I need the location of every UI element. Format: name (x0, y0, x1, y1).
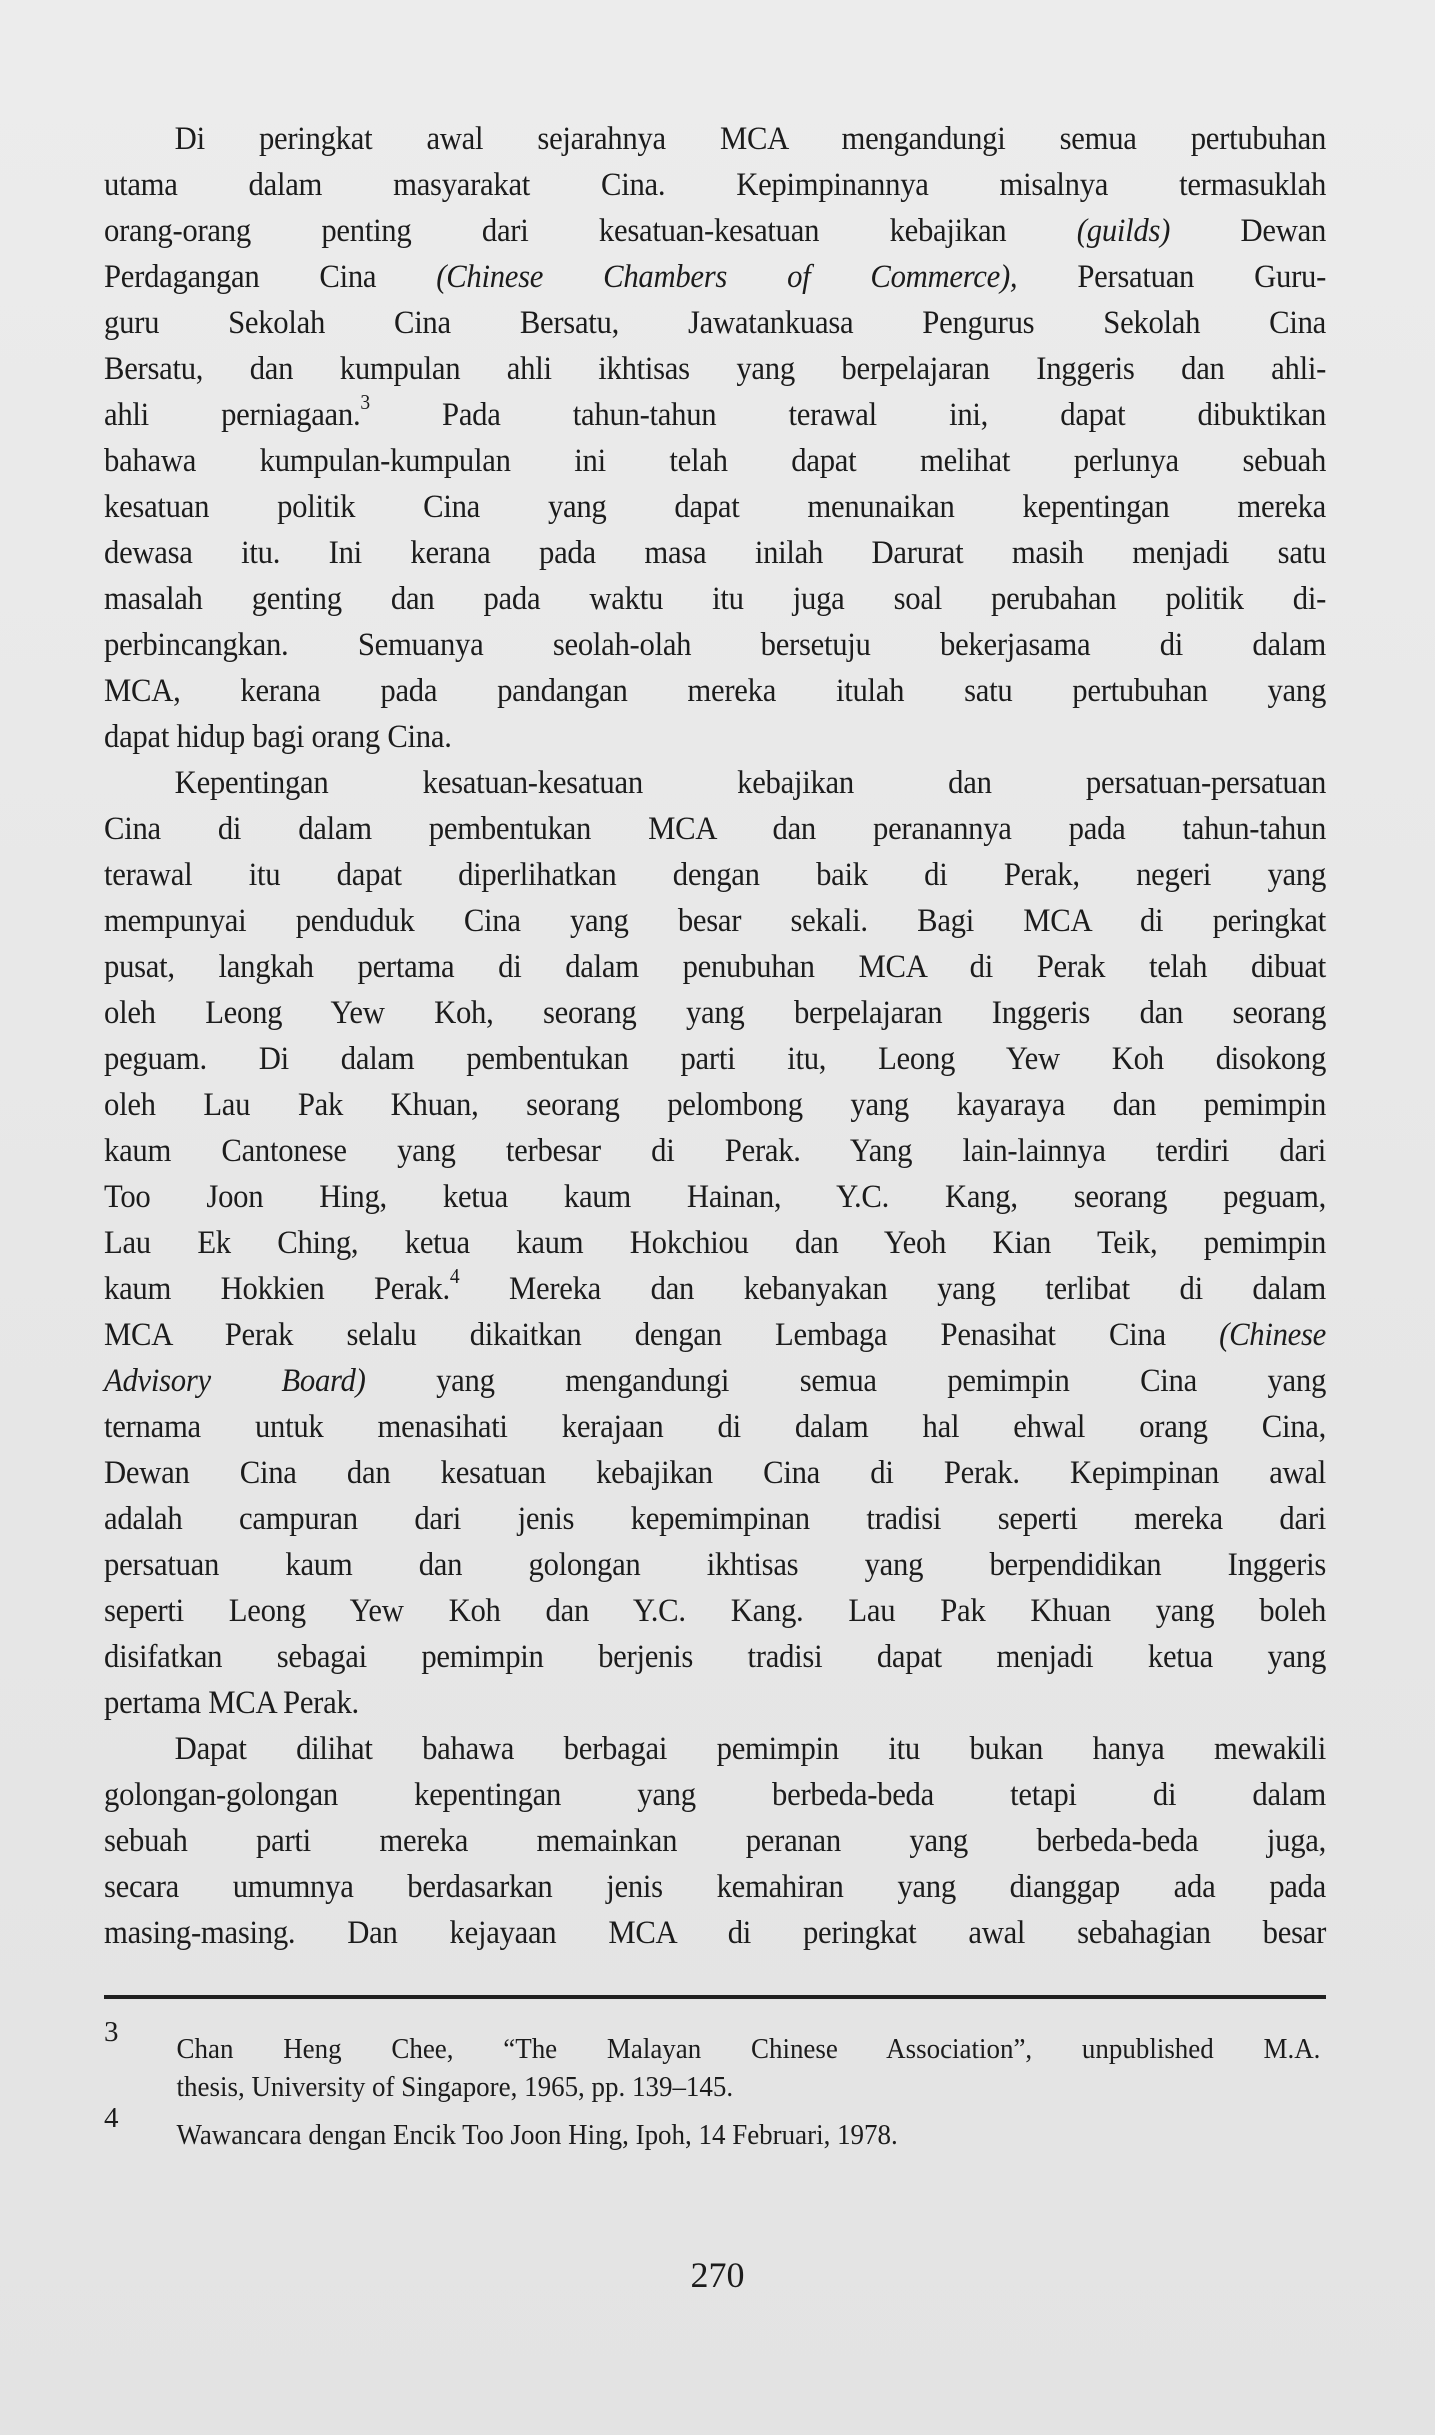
text-line: bahawa kumpulan-kumpulan ini telah dapat melihat perlunya sebuah (104, 443, 1327, 479)
text-line: adalah campuran dari jenis kepemimpinan tradisi seperti mereka dari (104, 1501, 1327, 1537)
text-line: masalah genting dan pada waktu itu juga soal perubahan politik di- (104, 581, 1327, 617)
text-line: MCA, kerana pada pandangan mereka itulah satu pertubuhan yang (104, 673, 1327, 709)
italic-term: Advisory Board) (104, 1363, 366, 1399)
text-line: kaum Cantonese yang terbesar di Perak. Yang lain-lainnya terdiri dari (104, 1133, 1327, 1169)
text-line: Lau Ek Ching, ketua kaum Hokchiou dan Yeoh Kian Teik, pemimpin (104, 1225, 1327, 1261)
text-line: peguam. Di dalam pembentukan parti itu, Leong Yew Koh disokong (104, 1041, 1327, 1077)
text-line: kaum Hokkien Perak.$^4$ Mereka dan kebanyakan yang terlibat di dalam (104, 1264, 1327, 1307)
body-text (104, 116, 1326, 1956)
footnote (104, 2016, 1326, 2106)
text-line: pertama MCA Perak. (104, 1685, 359, 1721)
footnote-reference[interactable]: 4 (449, 1264, 460, 1288)
text-line: disifatkan sebagai pemimpin berjenis tradisi dapat menjadi ketua yang (104, 1639, 1327, 1675)
italic-term: (Chinese Chambers of Commerce), (436, 259, 1018, 295)
text-line: Advisory Board) yang mengandungi semua pemimpin Cina yang (104, 1363, 1327, 1399)
text-line: persatuan kaum dan golongan ikhtisas yang berpendidikan Inggeris (104, 1547, 1327, 1583)
paragraph (104, 760, 1326, 1726)
text-line: Di peringkat awal sejarahnya MCA mengandungi semua pertubuhan (174, 121, 1327, 157)
text-line: orang-orang penting dari kesatuan-kesatuan kebajikan (guilds) Dewan (104, 213, 1327, 249)
text-line: terawal itu dapat diperlihatkan dengan baik di Perak, negeri yang (104, 857, 1327, 893)
text-line: mempunyai penduduk Cina yang besar sekali. Bagi MCA di peringkat (104, 903, 1327, 939)
footnotes (104, 2016, 1326, 2154)
text-line: ahli perniagaan.$^3$ Pada tahun-tahun terawal ini, dapat dibuktikan (104, 390, 1327, 433)
text-line: Dewan Cina dan kesatuan kebajikan Cina di Perak. Kepimpinan awal (104, 1455, 1327, 1491)
text-line: Perdagangan Cina (Chinese Chambers of Commerce), Persatuan Guru- (104, 259, 1327, 295)
paragraph (104, 1726, 1326, 1956)
text-line: oleh Leong Yew Koh, seorang yang berpelajaran Inggeris dan seorang (104, 995, 1327, 1031)
text-line: Bersatu, dan kumpulan ahli ikhtisas yang berpelajaran Inggeris dan ahli- (104, 351, 1327, 387)
text-line: dapat hidup bagi orang Cina. (104, 719, 452, 755)
text-line: Too Joon Hing, ketua kaum Hainan, Y.C. Kang, seorang peguam, (104, 1179, 1327, 1215)
text-line: ternama untuk menasihati kerajaan di dalam hal ehwal orang Cina, (104, 1409, 1327, 1445)
text-line: secara umumnya berdasarkan jenis kemahiran yang dianggap ada pada (104, 1869, 1327, 1905)
text-line: utama dalam masyarakat Cina. Kepimpinannya misalnya termasuklah (104, 167, 1327, 203)
footnote (104, 2102, 1326, 2154)
footnote-reference[interactable]: 3 (360, 390, 370, 414)
page-number: 270 (690, 2255, 745, 2295)
italic-term: (Chinese (1219, 1317, 1327, 1353)
footnote-text: thesis, University of Singapore, 1965, pp. 139–145. (176, 2071, 734, 2103)
text-line: MCA Perak selalu dikaitkan dengan Lembaga Penasihat Cina (Chinese (104, 1317, 1327, 1353)
footnote-number: 4 (104, 2102, 119, 2134)
text-line: golongan-golongan kepentingan yang berbeda-beda tetapi di dalam (104, 1777, 1327, 1813)
footnote-text: Chan Heng Chee, “The Malayan Chinese Association”, unpublished M.A. (176, 2033, 1321, 2065)
footnote-number: 3 (104, 2016, 119, 2048)
text-line: masing-masing. Dan kejayaan MCA di peringkat awal sebahagian besar (104, 1915, 1327, 1951)
text-line: pusat, langkah pertama di dalam penubuhan MCA di Perak telah dibuat (104, 949, 1327, 985)
paragraph (104, 116, 1326, 760)
footnote-divider (104, 1995, 1326, 1999)
text-line: seperti Leong Yew Koh dan Y.C. Kang. Lau Pak Khuan yang boleh (104, 1593, 1327, 1629)
text-line: Kepentingan kesatuan-kesatuan kebajikan dan persatuan-persatuan (174, 765, 1327, 801)
text-line: Dapat dilihat bahawa berbagai pemimpin itu bukan hanya mewakili (174, 1731, 1327, 1767)
footnote-text: Wawancara dengan Encik Too Joon Hing, Ipoh, 14 Februari, 1978. (176, 2119, 898, 2151)
text-line: oleh Lau Pak Khuan, seorang pelombong yang kayaraya dan pemimpin (104, 1087, 1327, 1123)
text-line: kesatuan politik Cina yang dapat menunaikan kepentingan mereka (104, 489, 1327, 525)
italic-term: (guilds) (1076, 213, 1171, 249)
text-line: sebuah parti mereka memainkan peranan yang berbeda-beda juga, (104, 1823, 1327, 1859)
text-line: dewasa itu. Ini kerana pada masa inilah Darurat masih menjadi satu (104, 535, 1327, 571)
text-line: perbincangkan. Semuanya seolah-olah bersetuju bekerjasama di dalam (104, 627, 1327, 663)
text-line: Cina di dalam pembentukan MCA dan peranannya pada tahun-tahun (104, 811, 1327, 847)
text-line: guru Sekolah Cina Bersatu, Jawatankuasa Pengurus Sekolah Cina (104, 305, 1327, 341)
